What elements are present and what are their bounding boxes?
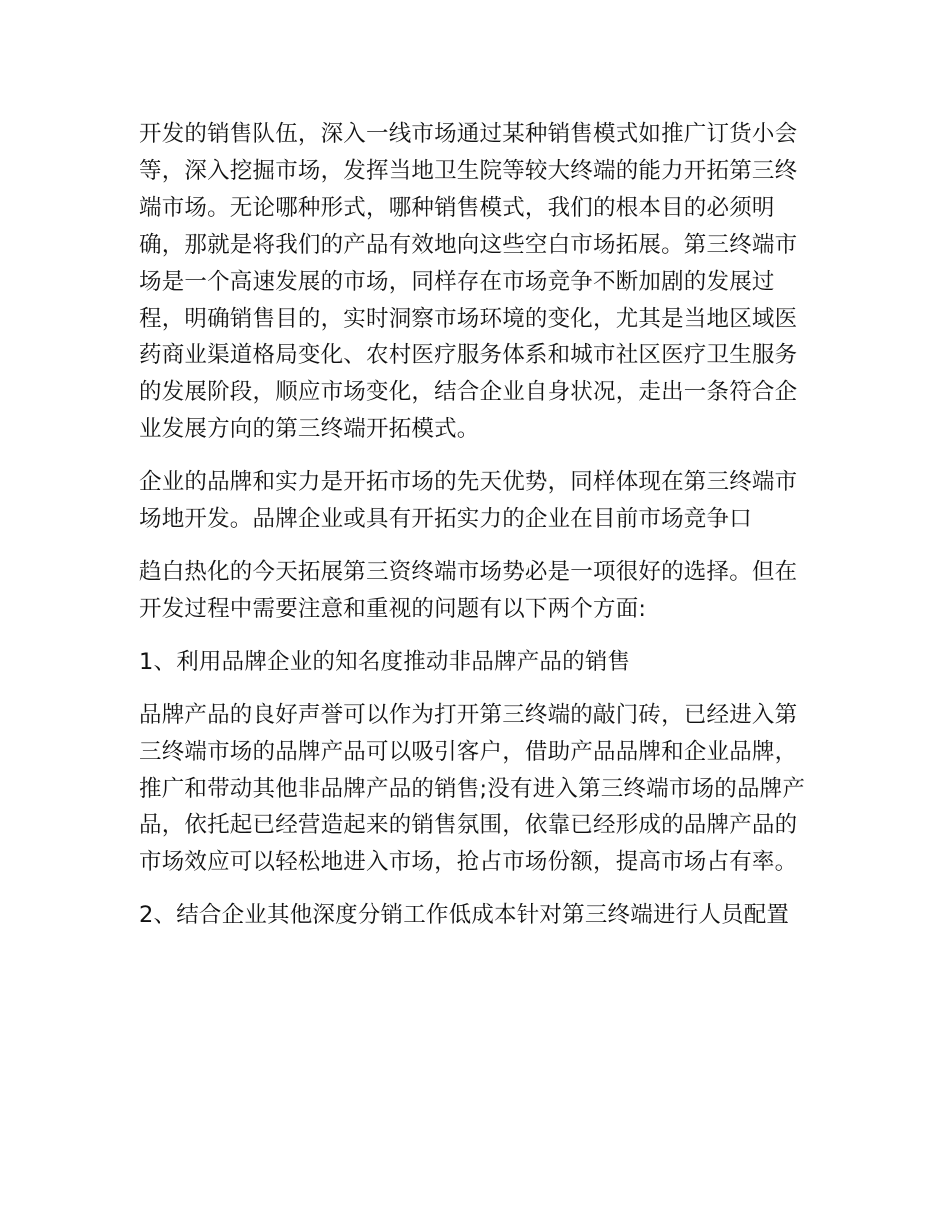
paragraph-brand-advantage: 企业的品牌和实力是开拓市场的先天优势，同样体现在第三终端市场地开发。品牌企业或具有开拓实力的企业在目前市场竞争口 [139,469,798,533]
paragraph-market-development: 开发的销售队伍，深入一线市场通过某种销售模式如推广订货小会等，深入挖掘市场，发挥当地卫生院等较大终端的能力开拓第三终端市场。无论哪种形式，哪种销售模式，我们的根本目的必须明确，那就是将我们的产品有效地向这些空白市场拓展。第三终端市场是一个高速发展的市场，同样存在市场竞争不断加剧的发展过程，明确销售目的，实时洞察市场环境的变化，尤其是当地区域医药商业渠道格局变化、农村医疗服务体系和城市社区医疗卫生服务的发展阶段，顺应市场变化，结合企业自身状况，走出一条符合企业发展方向的第三终端开拓模式。 [139,121,798,443]
paragraph-brand-reputation: 品牌产品的良好声誉可以作为打开第三终端的敲门砖，已经进入第三终端市场的品牌产品可以吸引客户，借助产品品牌和企业品牌，推广和带动其他非品牌产品的销售;没有进入第三终端市场的品牌产品，依托起已经营造起来的销售氛围，依靠已经形成的品牌产品的市场效应可以轻松地进入市场，抢占市场份额，提高市场占有率。 [139,701,806,876]
document-page [139,116,811,950]
section-heading-2: 2、结合企业其他深度分销工作低成本针对第三终端进行人员配置 [139,902,790,929]
paragraph-considerations: 趋白热化的今天拓展第三资终端市场势必是一项很好的选择。但在开发过程中需要注意和重视的问题有以下两个方面: [139,558,798,622]
section-heading-1: 1、利用品牌企业的知名度推动非品牌产品的销售 [139,648,631,675]
